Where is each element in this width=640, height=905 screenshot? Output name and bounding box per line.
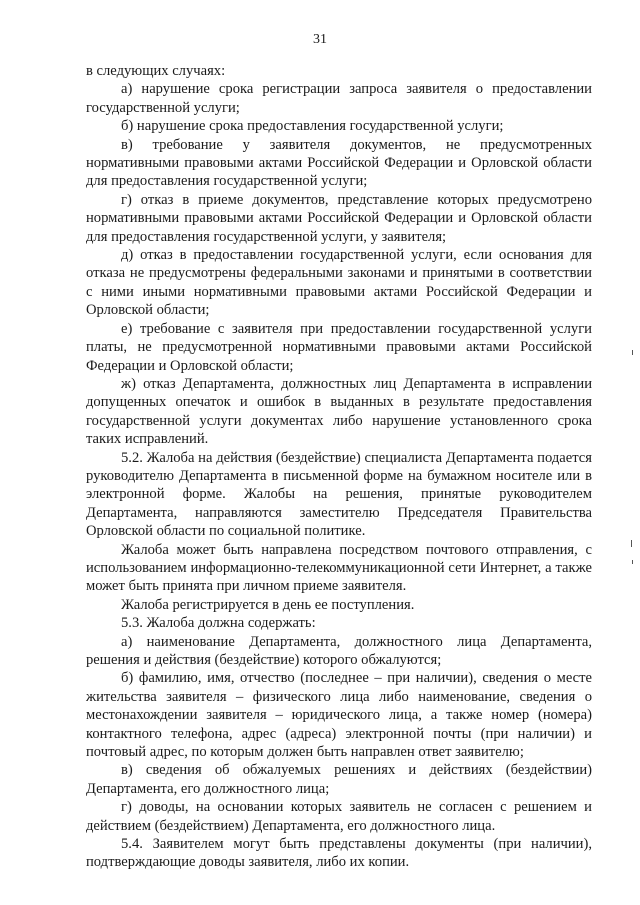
paragraph-section-5-3: 5.3. Жалоба должна содержать: <box>121 615 316 632</box>
scan-edge-mark <box>632 560 633 564</box>
paragraph-item-g: г) отказ в приеме документов, представление которых предусмотрено нормативными правовыми актами Российской Федерации и Орловской области для предоставления государственной услуги, у заявителя; <box>86 191 592 245</box>
paragraph-item-e: е) требование с заявителя при предоставлении государственной услуги платы, не предусмотренной нормативными правовыми актами Российской Федерации и Орловской области; <box>86 320 592 374</box>
paragraph-item-v: в) требование у заявителя документов, не предусмотренных нормативными правовыми актами Российской Федерации и Орловской области для предоставления государственной услуги; <box>86 136 592 190</box>
paragraph-item-b: б) нарушение срока предоставления государственной услуги; <box>121 118 504 135</box>
paragraph-complaint-registration: Жалоба регистрируется в день ее поступления. <box>121 596 415 613</box>
paragraph-item-d: д) отказ в предоставлении государственной услуги, если основания для отказа не предусмотрены федеральными законами и принятыми в соответствии с ними иными нормативными правовыми актами Российской Федерации и Орловской области; <box>86 247 592 319</box>
page-number: 31 <box>313 32 327 47</box>
paragraph-content-v: в) сведения об обжалуемых решениях и действиях (бездействии) Департамента, его должностного лица; <box>86 762 592 797</box>
scan-edge-mark <box>632 350 633 355</box>
paragraph-content-g: г) доводы, на основании которых заявитель не согласен с решением и действием (бездействием) Департамента, его должностного лица. <box>86 799 592 834</box>
scan-edge-mark <box>631 540 632 547</box>
paragraph-complaint-channels: Жалоба может быть направлена посредством почтового отправления, с использованием информационно-телекоммуникационной сети Интернет, а также может быть принята при личном приеме заявителя. <box>86 541 592 595</box>
document-body <box>86 62 592 872</box>
paragraph-content-b: б) фамилию, имя, отчество (последнее – при наличии), сведения о месте жительства заявителя – физического лица либо наименование, сведения о местонахождении заявителя – юридического лица, а также номер (номера) контактного телефона, адрес (адреса) электронной почты (при наличии) и почтовый адрес, по которым должен быть направлен ответ заявителю; <box>86 670 592 761</box>
paragraph-section-5-4: 5.4. Заявителем могут быть представлены документы (при наличии), подтверждающие доводы заявителя, либо их копии. <box>86 836 592 871</box>
paragraph-item-a: а) нарушение срока регистрации запроса заявителя о предоставлении государственной услуги; <box>86 81 592 116</box>
paragraph-section-5-2: 5.2. Жалоба на действия (бездействие) специалиста Департамента подается руководителю Департамента в письменной форме на бумажном носителе или в электронной форме. Жалобы на решения, принятые руководителем Департамента, направляются заместителю Председателя Правительства Орловской области по социальной политике. <box>86 449 592 540</box>
paragraph-intro: в следующих случаях: <box>86 63 226 79</box>
paragraph-content-a: а) наименование Департамента, должностного лица Департамента, решения и действия (бездействие) которого обжалуются; <box>86 633 592 668</box>
paragraph-item-zh: ж) отказ Департамента, должностных лиц Департамента в исправлении допущенных опечаток и ошибок в выданных в результате предоставления государственной услуги документах либо нарушение установленного срока таких исправлений. <box>86 375 592 448</box>
